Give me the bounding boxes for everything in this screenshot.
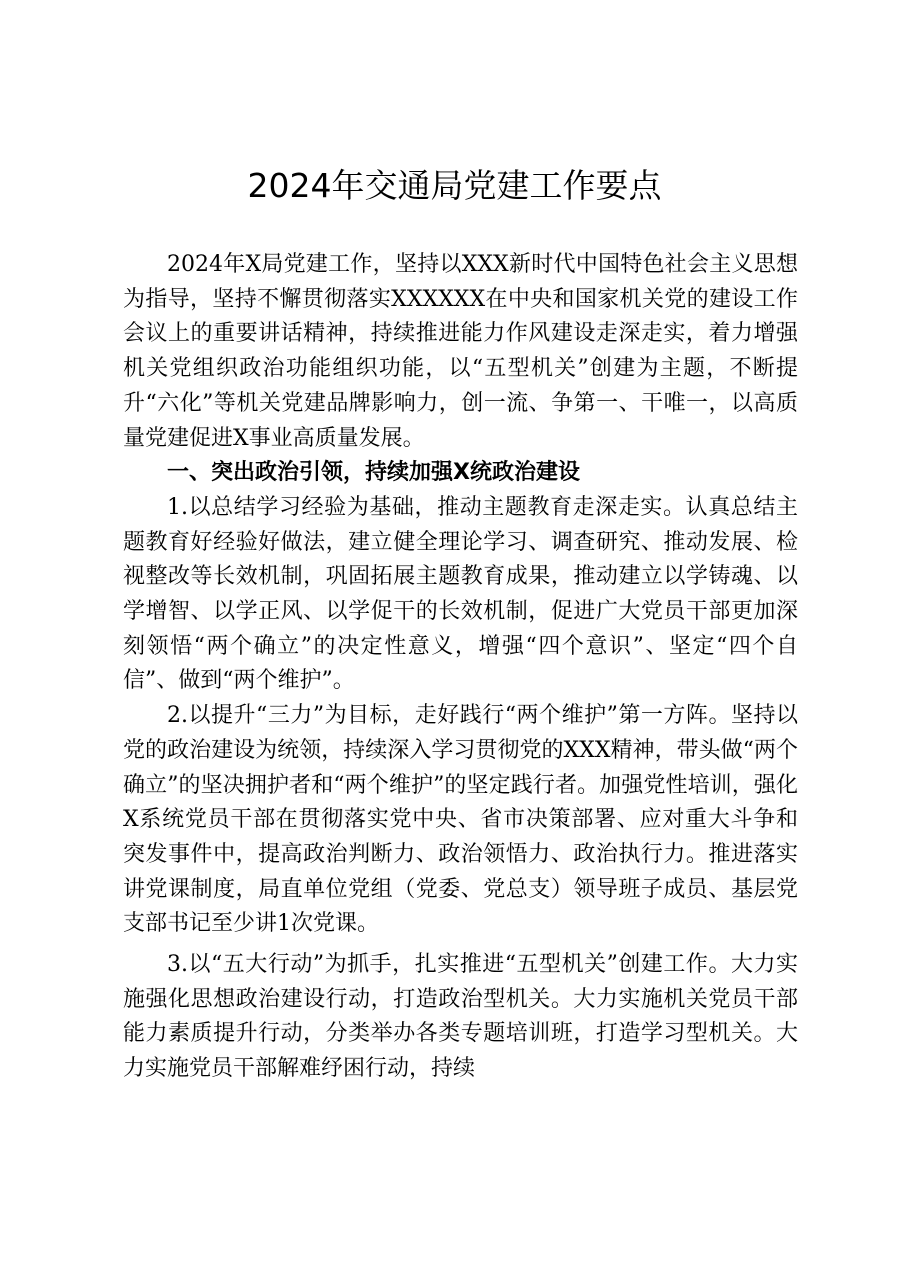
- document-body: [123, 248, 798, 1087]
- item-1-paragraph: 1.以总结学习经验为基础，推动主题教育走深走实。认真总结主题教育好经验好做法，建立健全理论学习、调查研究、推动发展、检视整改等长效机制，巩固拓展主题教育成果，推动建立以学铸魂、以学增智、以学正风、以学促干的长效机制，促进广大党员干部更加深刻领悟“两个确立”的决定性意义，增强“四个意识”、坚定“四个自信”、做到“两个维护”。: [123, 494, 798, 694]
- document-title: 2024年交通局党建工作要点: [247, 166, 662, 205]
- item-3-paragraph: 3.以“五大行动”为抓手，扎实推进“五型机关”创建工作。大力实施强化思想政治建设行动，打造政治型机关。大力实施机关党员干部能力素质提升行动，分类举办各类专题培训班，打造学习型机关。大力实施党员干部解难纾困行动，持续: [123, 952, 798, 1082]
- intro-paragraph: 2024年X局党建工作，坚持以XXX新时代中国特色社会主义思想为指导，坚持不懈贯彻落实XXXXXX在中央和国家机关党的建设工作会议上的重要讲话精神，持续推进能力作风建设走深走实，着力增强机关党组织政治功能组织功能，以“五型机关”创建为主题，不断提升“六化”等机关党建品牌影响力，创一流、争第一、干唯一，以高质量党建促进X事业高质量发展。: [123, 252, 798, 451]
- item-2-paragraph: 2.以提升“三力”为目标，走好践行“两个维护”第一方阵。坚持以党的政治建设为统领，持续深入学习贯彻党的XXX精神，带头做“两个确立”的坚决拥护者和“两个维护”的坚定践行者。加强党性培训，强化X系统党员干部在贯彻落实党中央、省市决策部署、应对重大斗争和突发事件中，提高政治判断力、政治领悟力、政治执行力。推进落实讲党课制度，局直单位党组（党委、党总支）领导班子成员、基层党支部书记至少讲1次党课。: [123, 703, 798, 937]
- section-heading: 一、突出政治引领，持续加强X统政治建设: [167, 460, 580, 486]
